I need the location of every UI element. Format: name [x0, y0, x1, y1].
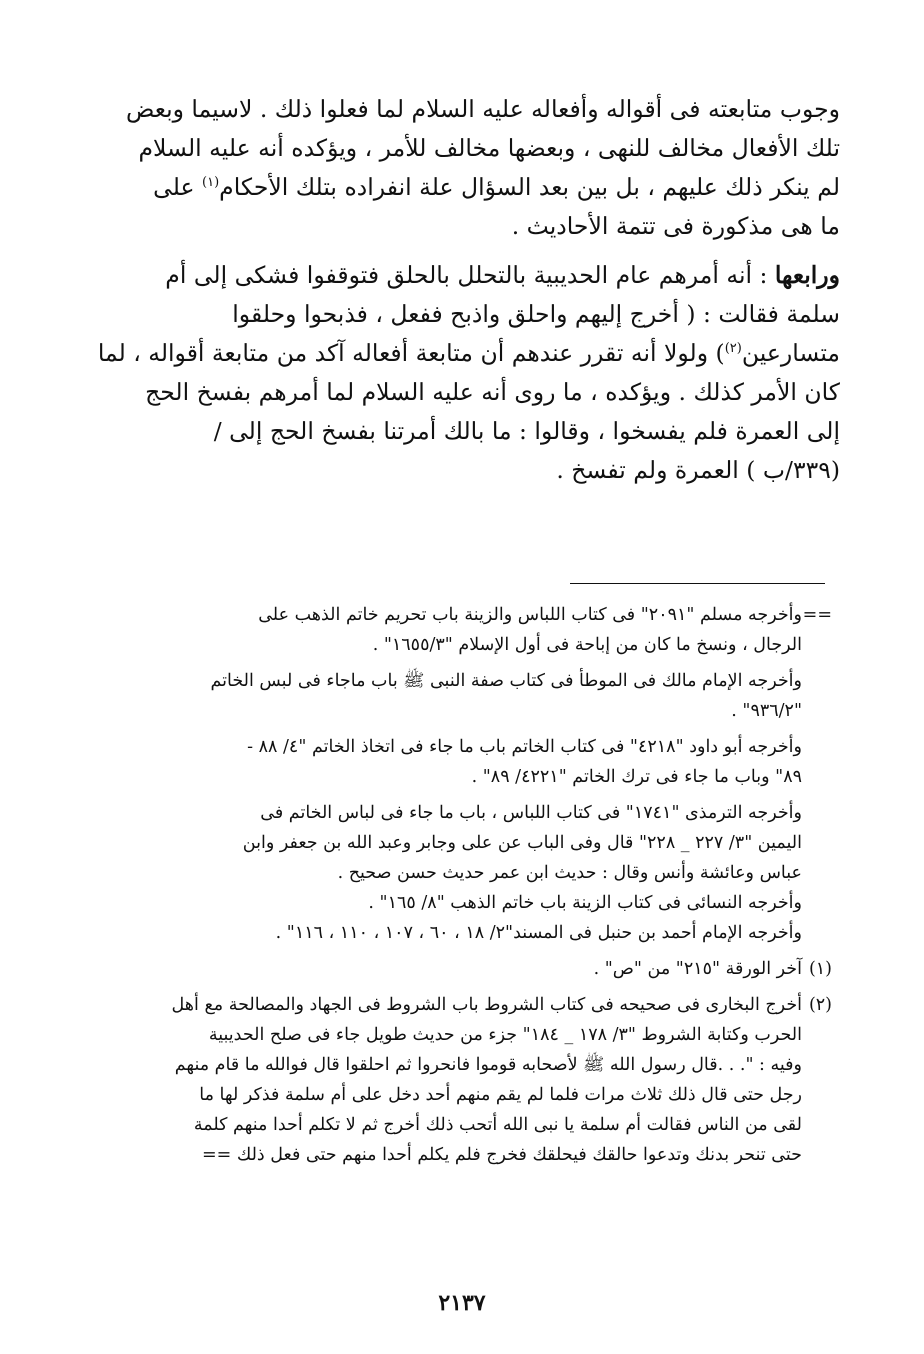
text-line [98, 256, 840, 295]
footnote-line: وأخرجه أبو داود "٤٢١٨" فى كتاب الخاتم باب ما جاء فى اتخاذ الخاتم "٤/ ٨٨ - [247, 737, 802, 757]
text-line [98, 451, 840, 490]
text-span: سلمة فقالت : ( أخرج إليهم واحلق واذبح ففعل ، فذبحوا وحلقوا [232, 300, 840, 328]
footnote-1 [90, 954, 832, 984]
main-text [98, 90, 840, 490]
footnote-line: آخر الورقة "٢١٥" من "ص" . [593, 959, 802, 979]
footnote-separator [570, 583, 825, 584]
footnote-line: وأخرجه الإمام أحمد بن حنبل فى المسند"٢/ ١٨ ، ٦٠ ، ١٠٧ ، ١١٠ ، ١١٦" . [275, 923, 802, 943]
text-span: : أنه أمرهم عام الحديبية بالتحلل بالحلق فتوقفوا فشكى إلى أم [165, 261, 775, 289]
footnotes [90, 600, 832, 1170]
text-line [98, 334, 840, 373]
footnote-line: "٩٣٦/٢" . [731, 701, 802, 721]
footnote-line: الحرب وكتابة الشروط "٣/ ١٧٨ _ ١٨٤" جزء من حديث طويل جاء فى صلح الحديبية [208, 1025, 802, 1045]
continuation-mark: == [802, 605, 832, 625]
footnote-line: وأخرجه الإمام مالك فى الموطأ فى كتاب صفة النبى ﷺ باب ماجاء فى لبس الخاتم [210, 671, 802, 691]
footnote-line: وأخرجه الترمذى "١٧٤١" فى كتاب اللباس ، باب ما جاء فى لباس الخاتم فى [260, 803, 802, 823]
footnote-text [90, 954, 802, 984]
text-span: تلك الأفعال مخالف للنهى ، وبعضها مخالف للأمر ، ويؤكده أنه عليه السلام [138, 134, 840, 162]
footnote-ref-1[interactable]: (١) [202, 175, 220, 191]
paragraph-lead: ورابعها [774, 261, 840, 289]
footnote-continuation [90, 600, 832, 948]
text-line [98, 129, 840, 168]
text-span: لم ينكر ذلك عليهم ، بل بين بعد السؤال علة انفراده بتلك الأحكام [219, 173, 840, 201]
footnote-ref-2[interactable]: (٢) [724, 341, 742, 357]
footnote-text [90, 990, 802, 1170]
footnote-number: (١) [808, 959, 832, 979]
page-number: ٢١٣٧ [438, 1290, 486, 1316]
text-span: كان الأمر كذلك . ويؤكده ، ما روى أنه عليه السلام لما أمرهم بفسخ الحج [145, 378, 840, 406]
footnote-line: الرجال ، ونسخ ما كان من إباحة فى أول الإسلام "١٦٥٥/٣" . [372, 635, 802, 655]
footnote-line: حتى تنحر بدنك وتدعوا حالقك فيحلقك فخرج فلم يكلم أحدا منهم حتى فعل ذلك == [201, 1145, 802, 1165]
text-span: على [153, 173, 202, 201]
footnote-line: اليمين "٣/ ٢٢٧ _ ٢٢٨" قال وفى الباب عن على وجابر وعبد الله بن جعفر وابن [242, 833, 802, 853]
footnote-line: وأخرجه مسلم "٢٠٩١" فى كتاب اللباس والزينة باب تحريم خاتم الذهب على [258, 605, 802, 625]
footnote-2 [90, 990, 832, 1170]
text-line [98, 168, 840, 207]
footnote-line: وفيه : ". . .قال رسول الله ﷺ لأصحابه قوموا فانحروا ثم احلقوا قال فوالله ما قام منهم [174, 1055, 802, 1075]
footnote-line: عباس وعائشة وأنس وقال : حديث ابن عمر حديث حسن صحيح . [337, 863, 802, 883]
text-span: متسارعين [741, 339, 840, 367]
text-span: وجوب متابعته فى أقواله وأفعاله عليه السلام لما فعلوا ذلك . لاسيما وبعض [125, 95, 840, 123]
footnote-line: وأخرجه النسائى فى كتاب الزينة باب خاتم الذهب "٨/ ١٦٥" . [368, 893, 802, 913]
text-line [98, 373, 840, 412]
text-span: (٣٣٩/ب ) العمرة ولم تفسخ . [556, 456, 840, 484]
footnote-line: لقى من الناس فقالت أم سلمة يا نبى الله أتحب ذلك أخرج ثم لا تكلم أحدا منهم كلمة [193, 1115, 802, 1135]
text-span: ما هى مذكورة فى تتمة الأحاديث . [511, 212, 840, 240]
text-line [98, 207, 840, 246]
footnote-line: أخرج البخارى فى صحيحه فى كتاب الشروط باب الشروط فى الجهاد والمصالحة مع أهل [171, 995, 802, 1015]
footnote-text [90, 600, 802, 948]
text-line [98, 90, 840, 129]
text-span: ) ولولا أنه تقرر عندهم أن متابعة أفعاله آكد من متابعة أقواله ، لما [97, 339, 725, 367]
text-line [98, 412, 840, 451]
footnote-number: (٢) [808, 995, 832, 1015]
footnote-line: ٨٩" وباب ما جاء فى ترك الخاتم "٤٢٢١/ ٨٩" . [471, 767, 802, 787]
text-line [98, 295, 840, 334]
text-span: إلى العمرة فلم يفسخوا ، وقالوا : ما بالك أمرتنا بفسخ الحج إلى / [213, 417, 840, 445]
footnote-line: رجل حتى قال ذلك ثلاث مرات فلما لم يقم منهم أحد دخل على أم سلمة فذكر لها ما [199, 1085, 802, 1105]
